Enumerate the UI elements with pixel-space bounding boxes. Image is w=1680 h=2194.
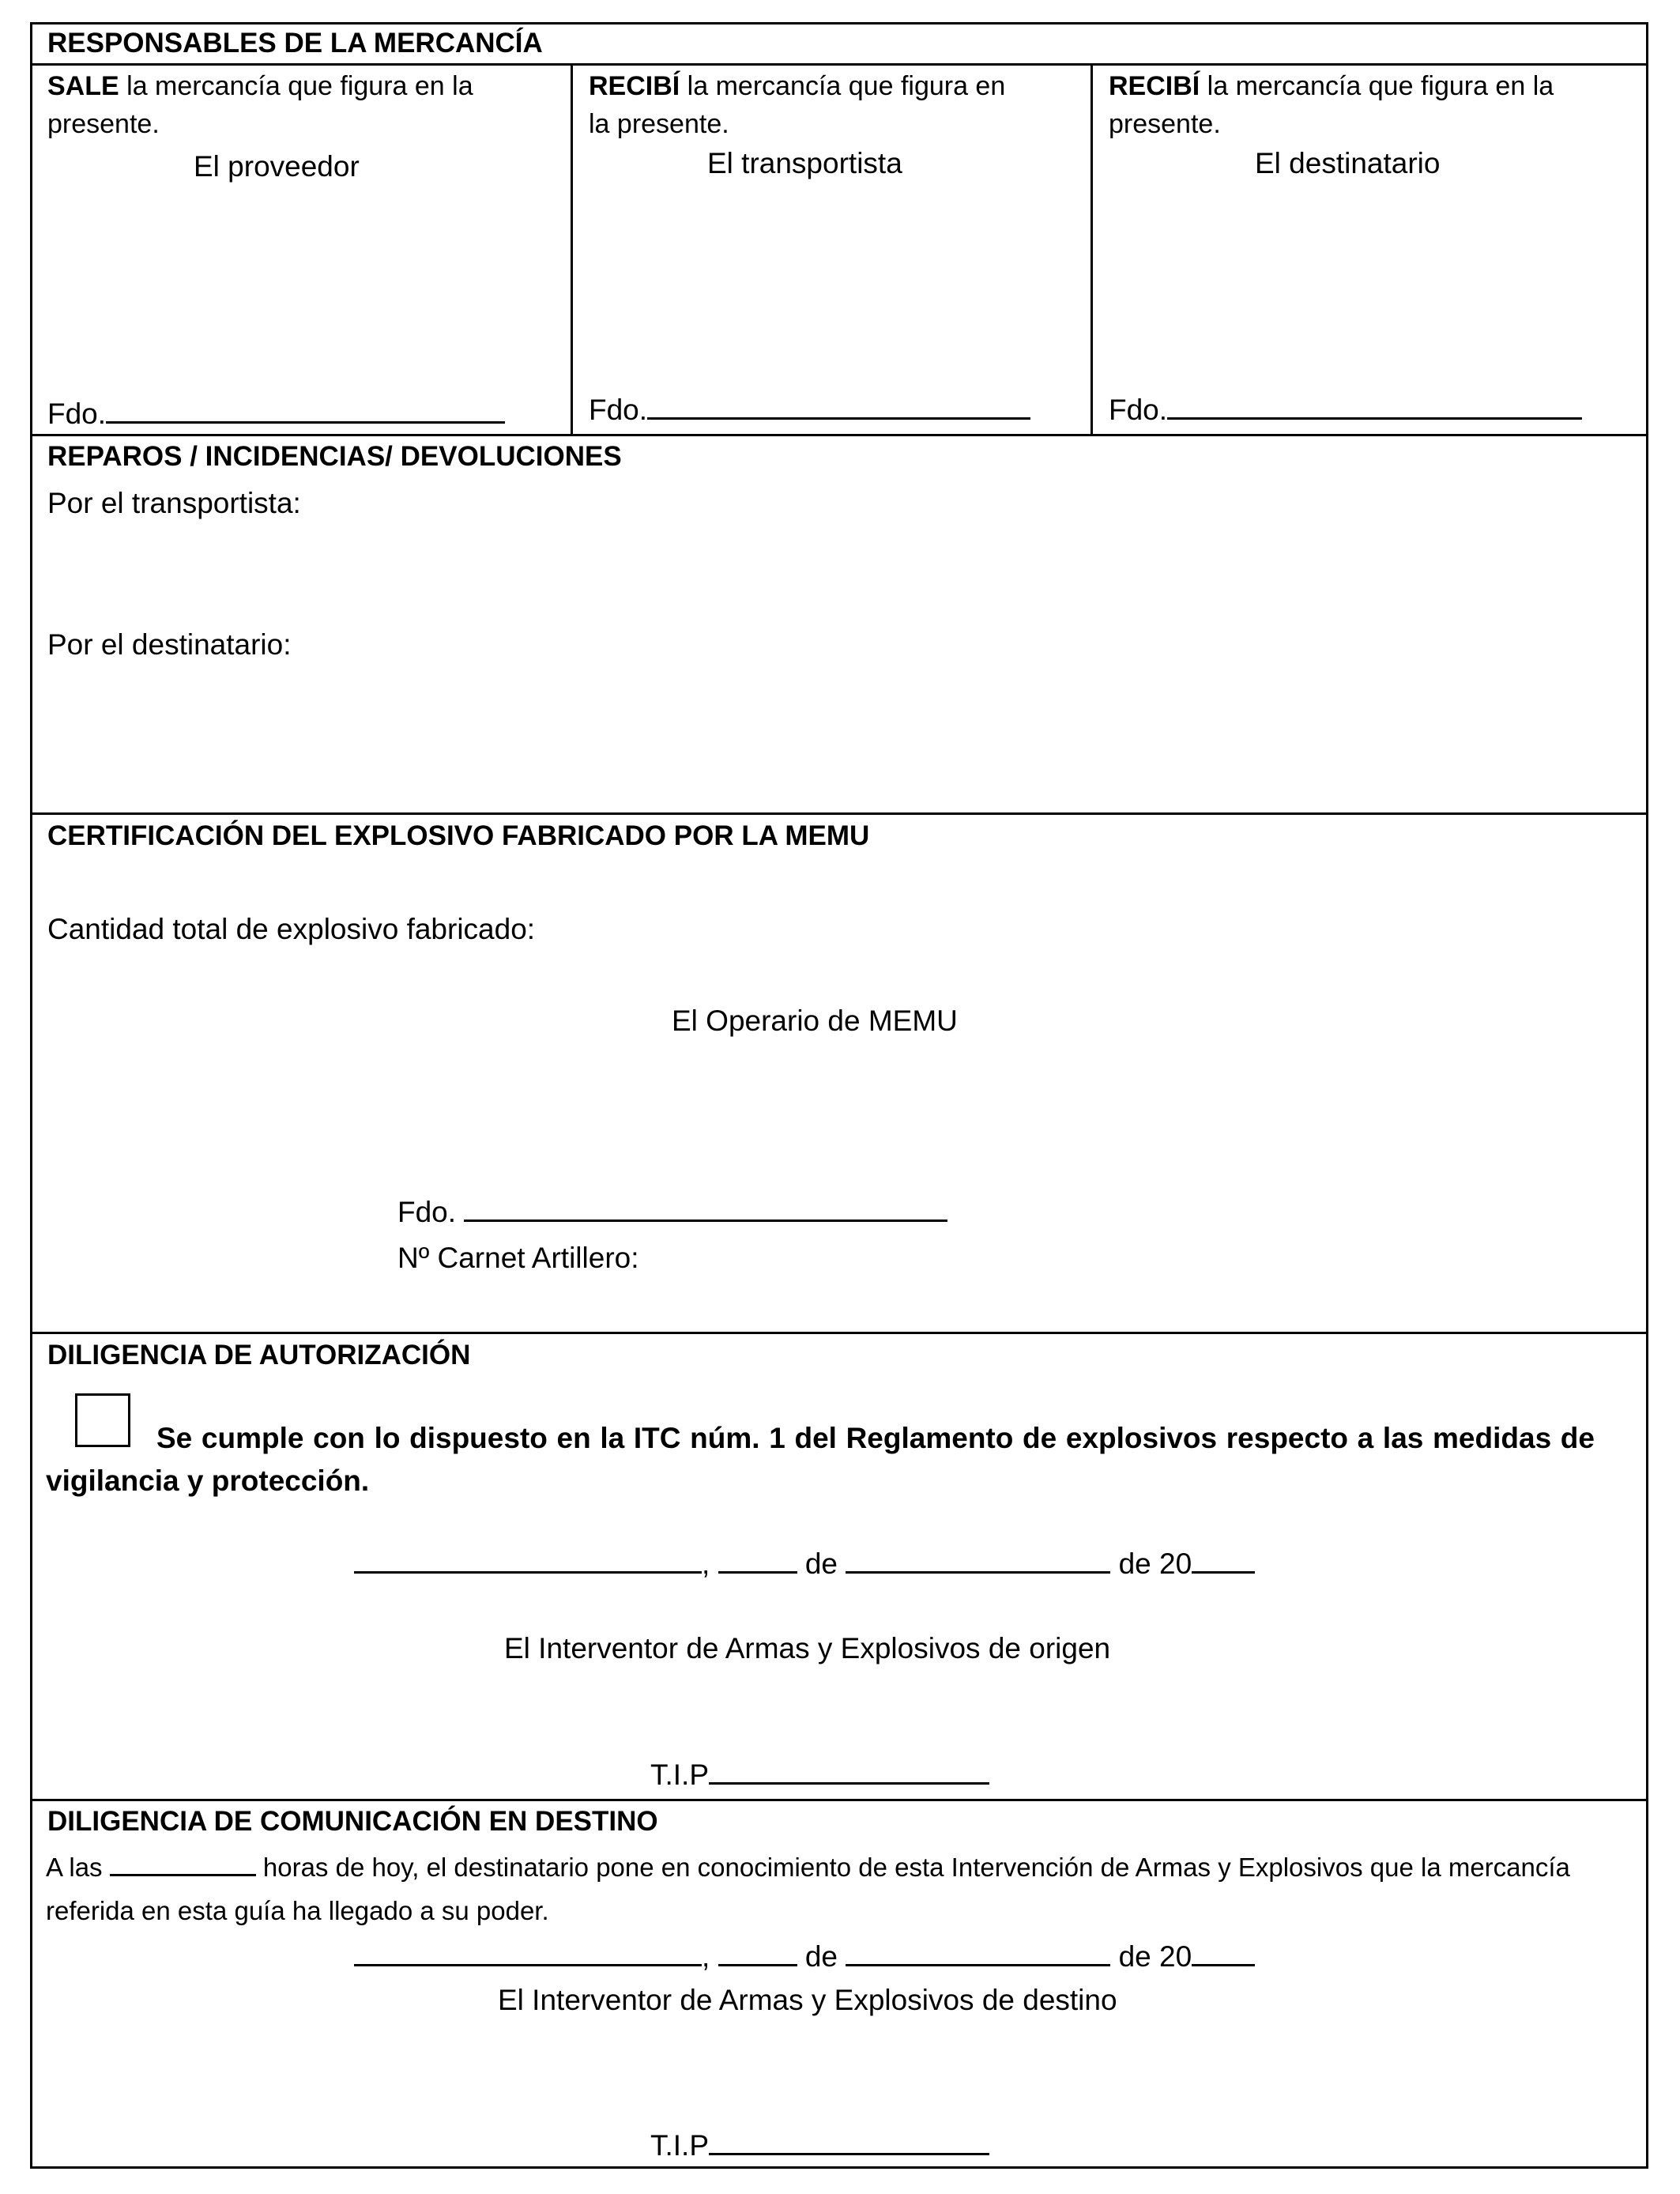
authorization-statement: Se cumple con lo dispuesto en la ITC núm. 1 del Reglamento de explosivos respecto a las medidas de vigilancia y protección. <box>46 1422 1595 1497</box>
col2-text-line2: la presente. <box>589 109 729 139</box>
divider <box>30 434 1648 436</box>
divider <box>30 63 1648 66</box>
col1-role: El proveedor <box>194 150 360 183</box>
section-title-autorizacion: DILIGENCIA DE AUTORIZACIÓN <box>47 1340 471 1370</box>
section-title-certificacion: CERTIFICACIÓN DEL EXPLOSIVO FABRICADO POR LA MEMU <box>47 820 870 851</box>
col1-text-line2: presente. <box>47 109 160 139</box>
origin-interventor-label: El Interventor de Armas y Explosivos de origen <box>504 1632 1111 1664</box>
destination-tip: T.I.P <box>650 2129 989 2163</box>
col3-text-line2: presente. <box>1109 109 1221 139</box>
column-divider <box>571 63 573 435</box>
col2-role: El transportista <box>707 147 902 179</box>
column-divider <box>1090 63 1093 435</box>
col1-signature: Fdo. <box>47 398 505 432</box>
col1-text-line1: SALE la mercancía que figura en la <box>47 71 473 101</box>
cantidad-label: Cantidad total de explosivo fabricado: <box>47 913 536 945</box>
divider <box>30 1799 1648 1801</box>
divider <box>30 812 1648 815</box>
divider <box>30 1332 1648 1334</box>
destination-interventor-label: El Interventor de Armas y Explosivos de destino <box>498 1984 1117 2016</box>
section-title-responsables: RESPONSABLES DE LA MERCANCÍA <box>47 28 543 58</box>
carnet-label: Nº Carnet Artillero: <box>397 1242 639 1274</box>
section-title-comunicacion: DILIGENCIA DE COMUNICACIÓN EN DESTINO <box>47 1806 658 1837</box>
reparos-transportista-label: Por el transportista: <box>47 487 301 519</box>
section-title-reparos: REPAROS / INCIDENCIAS/ DEVOLUCIONES <box>47 441 622 472</box>
col3-signature: Fdo. <box>1109 394 1582 428</box>
col3-role: El destinatario <box>1255 147 1441 179</box>
reparos-destinatario-label: Por el destinatario: <box>47 628 292 661</box>
origin-date-line: , de de 20 <box>354 1547 1255 1581</box>
destination-date-line: , de de 20 <box>354 1940 1255 1974</box>
col2-text-line1: RECIBÍ la mercancía que figura en <box>589 71 1006 101</box>
operario-signature: Fdo. <box>397 1196 947 1230</box>
origin-tip: T.I.P <box>650 1759 989 1793</box>
col3-text-line1: RECIBÍ la mercancía que figura en la <box>1109 71 1554 101</box>
col2-signature: Fdo. <box>589 394 1030 428</box>
comunicacion-text: A las horas de hoy, el destinatario pone en conocimiento de esta Intervención de Armas y Explosivos que la mercancía referida en esta guía ha llegado a su poder. <box>46 1853 1570 1925</box>
operario-label: El Operario de MEMU <box>672 1005 958 1037</box>
